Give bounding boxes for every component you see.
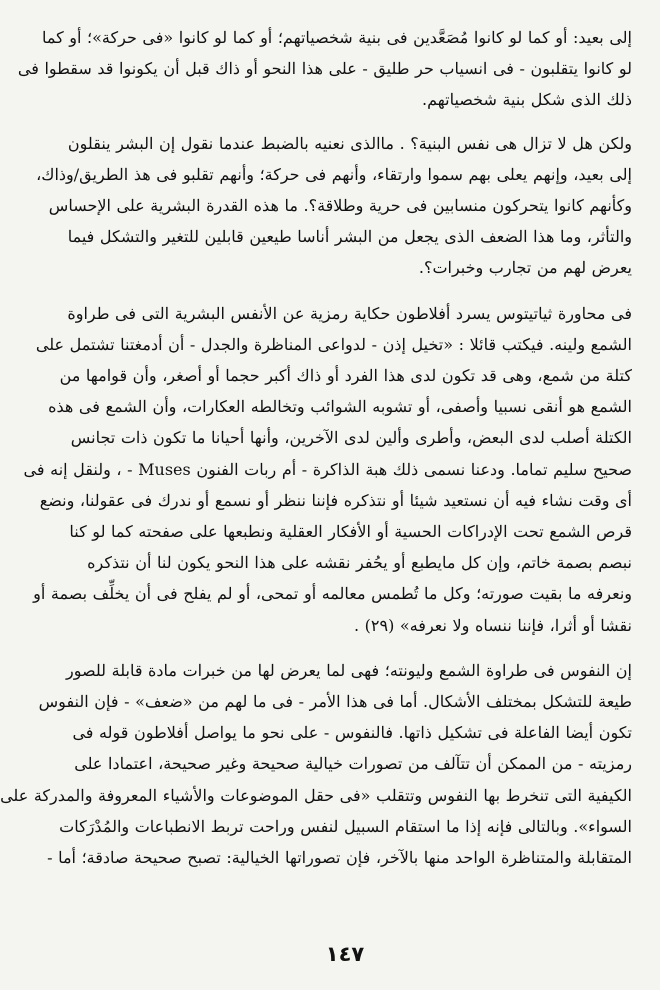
text-line: صحيح سليم تماما. ودعنا نسمى ذلك هبة الذاكرة - أم ربات الفنون Muses - ، ولنقل إنه فى: [23, 459, 632, 479]
text-line: ونعرفه ما بقيت صورته؛ وكل ما تُطمس معالمه أو تمحى، أو لم يفلح فى أن يخلِّف بصمة أو: [33, 584, 632, 604]
text-line: فى محاورة ثياتيتوس يسرد أفلاطون حكاية رمزية عن الأنفس البشرية التى فى طراوة: [67, 303, 632, 323]
text-line: والتأثر، وما هذا الضعف الذى يجعل من البشر أناسا طيعين قابلين للتغير والتشكل فيما: [67, 227, 632, 247]
paragraph: [23, 298, 632, 641]
text-line: إن النفوس فى طراوة الشمع وليونته؛ فهى لما يعرض لها من خبرات مادة قابلة للصور: [65, 660, 632, 680]
paragraph: [36, 128, 632, 284]
page-number: ١٤٧: [325, 942, 365, 966]
text-line: نبصم بصمة خاتم، وإن كل مايطبع أو يحُفر نقشه على هذا النحو يكون لنا أن نتذكره: [87, 553, 632, 573]
text-line: لو كانوا يتقلبون - فى انسياب حر طليق - على هذا النحو أو ذاك قبل أن يكونوا قد سقطوا فى: [17, 59, 632, 79]
text-line: ولكن هل لا تزال هى نفس البنية؟ . ماالذى نعنيه بالضبط عندما نقول إن البشر ينقلون: [67, 133, 632, 153]
book-page: [0, 22, 632, 990]
text-line: المتقابلة والمتناظرة الواحد منها بالآخر، فإن تصوراتها الخيالية: تصبح صحيحة صادقة؛ أما -: [47, 848, 632, 868]
paragraph: [0, 655, 632, 873]
text-line: نقشا أو أثرا، فإننا ننساه ولا نعرفه» (٢٩) .: [353, 615, 632, 635]
text-line: يعرض لهم من تجارب وخبرات؟.: [418, 258, 632, 278]
text-line: الشمع هو أنقى نسبيا وأصفى، أو تشوبه الشوائب وتخالطه العكارات، وأن الشمع فى هذه: [48, 397, 632, 417]
text-line: تكون أيضا الفاعلة فى تشكيل ذاتها. فالنفوس - على نحو ما يواصل أفلاطون قوله فى: [72, 723, 632, 743]
text-line: طيعة للتشكل بمختلف الأشكال. أما فى هذا الأمر - فى ما لهم من «ضعف» - فإن النفوس: [38, 692, 632, 712]
text-line: ذلك الذى شكل بنية شخصياتهم.: [422, 90, 632, 110]
text-line: إلى بعيد، وإنهم يعلى بهم سموا وارتقاء، وأنهم فى حركة؛ وأنهم تقلبو فى هذ الطريق/وذاك،: [36, 164, 632, 184]
text-line: السواء». وبالتالى فإنه إذا ما استقام السبيل لنفس وراحت تربط الانطباعات والمُدْرَكات: [59, 816, 632, 836]
text-line: الشمع ولينه. فيكتب قائلا : «تخيل إذن - لدواعى المناظرة والجدل - أن أدمغتنا تشتمل على: [35, 334, 632, 354]
text-line: إلى بعيد: أو كما لو كانوا مُصَعَّدين فى بنية شخصياتهم؛ أو كما لو كانوا «فى حركة»؛ أو كما: [41, 28, 632, 47]
text-line: وكأنهم كانوا يتحركون منسابين فى حرية وطلاقة؟. ما هذه القدرة البشرية على الإحساس: [48, 196, 632, 216]
text-line: الكتلة أصلب لدى البعض، وأطرى وألين لدى الآخرين، وأنها أحيانا ما تكون ذات تجانس: [70, 428, 632, 448]
paragraph: [17, 22, 632, 116]
text-line: قرص الشمع تحت الإدراكات الحسية أو الأفكار العقلية ونطبعها على صفحته كما لو كنا: [69, 522, 632, 542]
text-line: أى وقت نشاء فيه أن نستعيد شيئا أو نتذكره فإننا ننظر أو نسمع أو ندرك فى عقولنا، ونضع: [39, 490, 632, 510]
text-line: كتلة من شمع، وهى قد تكون لدى هذا الفرد أو ذاك أكبر حجما أو أصغر، وأن قوامها من: [59, 366, 632, 386]
text-line: رمزيته - من الممكن أن تتآلف من تصورات خيالية صحيحة وغير صحيحة، اعتمادا على: [74, 754, 632, 774]
text-line: الكيفية التى تنخرط بها النفوس وتتقلب «فى حقل الموضوعات والأشياء المعروفة والمدركة على: [0, 785, 632, 805]
